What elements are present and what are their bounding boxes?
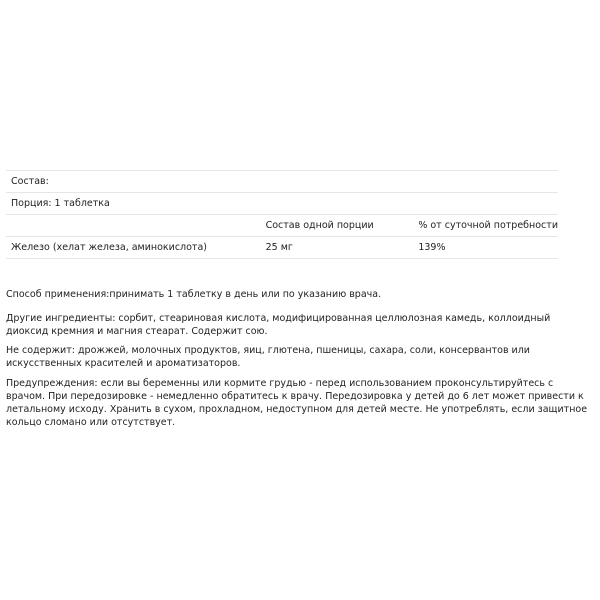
other-ingredients: Другие ингредиенты: сорбит, стеариновая кислота, модифицированная целлюлозная камедь, коллоидный диоксид кремния и магния стеарат. Содержит сою.: [6, 313, 551, 337]
nutrient-name: Железо (хелат железа, аминокислота): [6, 237, 261, 259]
header-per-serving: Состав одной порции: [261, 215, 414, 237]
header-daily-value: % от суточной потребности: [413, 215, 558, 237]
usage-instructions: Способ применения:принимать 1 таблетку в день или по указанию врача.: [6, 289, 382, 300]
nutrient-amount: 25 мг: [261, 237, 414, 259]
composition-label: Состав:: [6, 171, 558, 193]
serving-row: [6, 193, 558, 215]
composition-row: [6, 171, 558, 193]
table-header-row: [6, 215, 558, 237]
warnings: Предупреждения: если вы беременны или кормите грудью - перед использованием проконсультируйтесь с врачом. При передозировке - немедленно обратитесь к врачу. Передозировка у детей до 6 лет может привести к летальному исходу. Хранить в сухом, прохладном, недоступном для детей месте. Не употреблять, если защитное кольцо сломано или отсутствует.: [6, 378, 588, 428]
nutrient-daily-value: 139%: [413, 237, 558, 259]
supplement-facts-table: [6, 170, 558, 259]
serving-size-label: Порция: 1 таблетка: [6, 193, 558, 215]
header-empty-cell: [6, 215, 261, 237]
table-row: [6, 237, 558, 259]
free-from-statement: Не содержит: дрожжей, молочных продуктов, яиц, глютена, пшеницы, сахара, соли, консервантов или искусственных красителей и ароматизаторов.: [6, 345, 530, 369]
